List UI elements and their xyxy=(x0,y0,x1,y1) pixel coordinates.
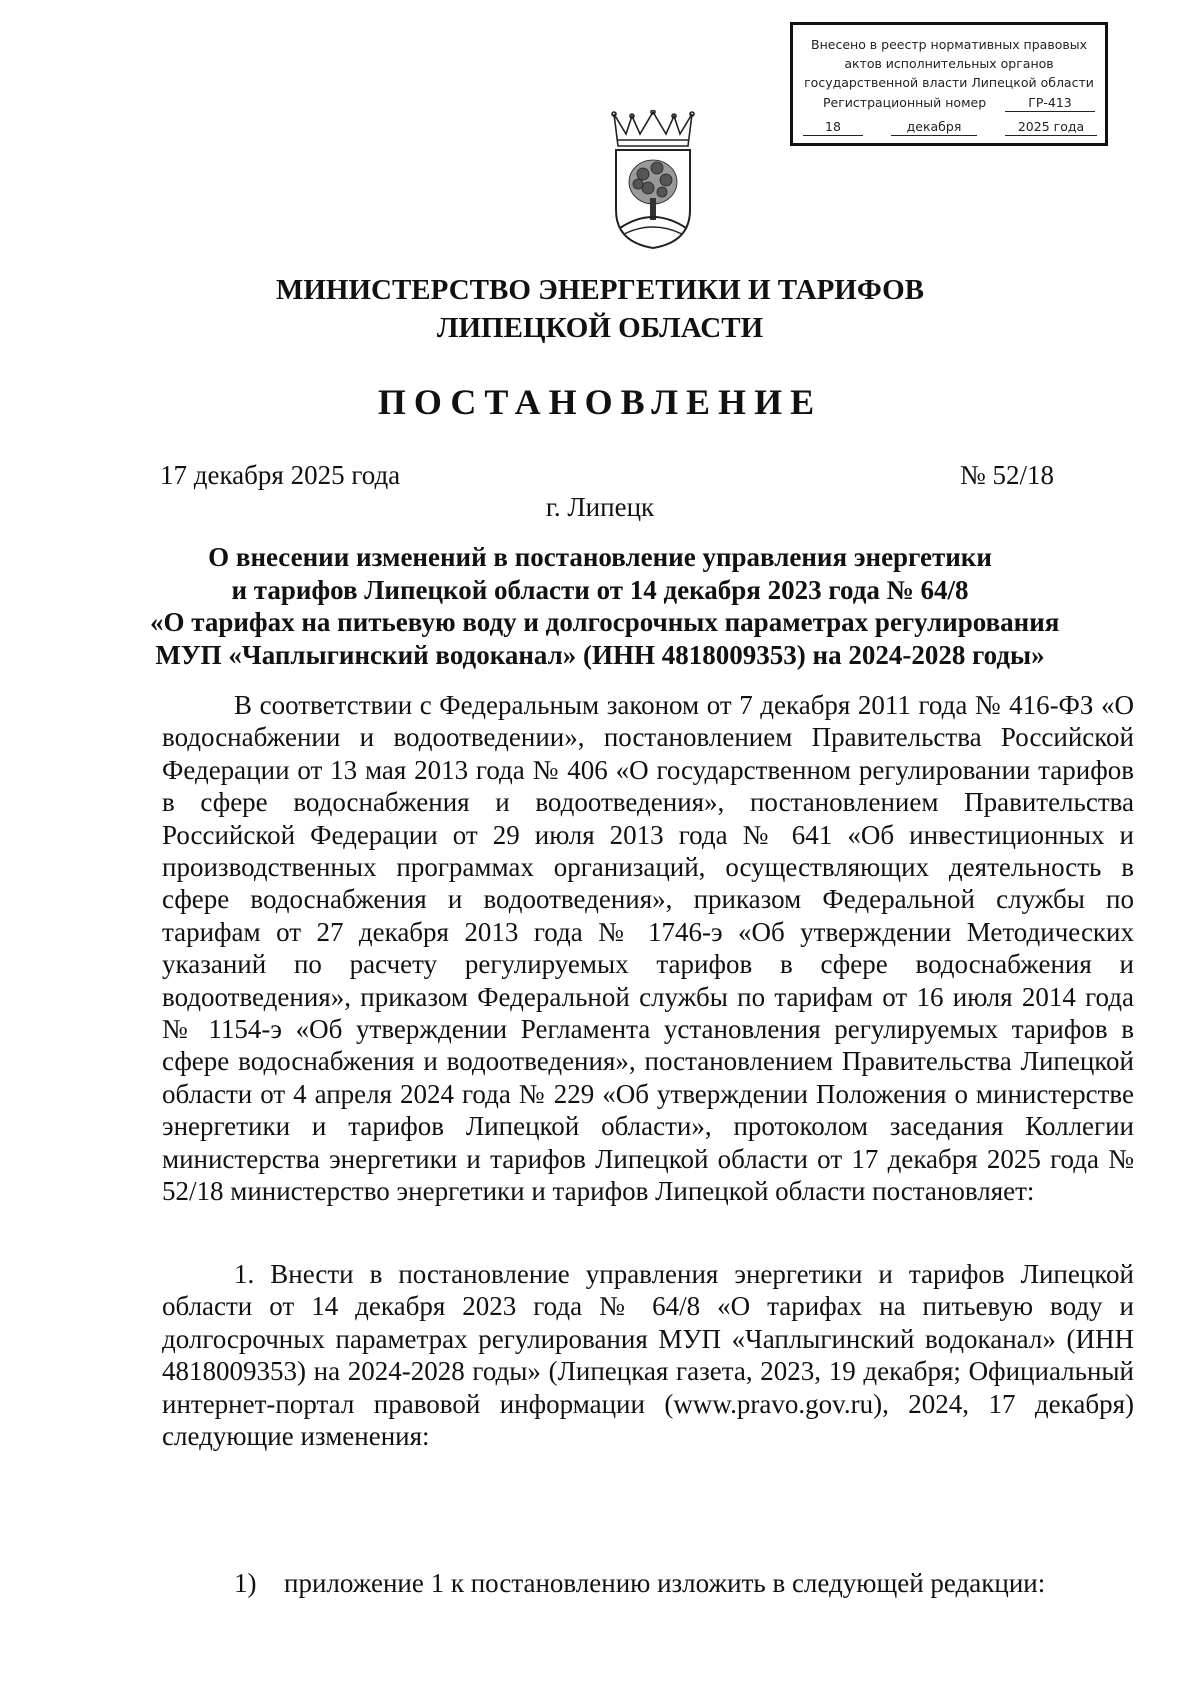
point-1-paragraph: 1. Внести в постановление управления энергетики и тарифов Липецкой области от 14 декабря 2023 года № 64/8 «О тарифах на питьевую воду и долгосрочных параметрах регулирования МУП «Чаплыгинский водоканал» (ИНН 4818009353) на 2024-2028 годы» (Липецкая газета, 2023, 19 декабря; Официальный интернет-портал правовой информации (www.pravo.gov.ru), 2024, 17 декабря) следующие изменения: xyxy=(162,1259,1134,1452)
stamp-year: 2025 года xyxy=(1005,119,1097,136)
subitem-1 xyxy=(234,1566,1045,1600)
title-line-4: МУП «Чаплыгинский водоканал» (ИНН 4818009353) на 2024-2028 годы» xyxy=(155,639,1045,670)
stamp-month: декабря xyxy=(891,119,977,136)
document-number: № 52/18 xyxy=(959,460,1054,490)
stamp-day: 18 xyxy=(803,119,863,136)
stamp-line-2: актов исполнительных органов xyxy=(844,56,1054,71)
registry-stamp xyxy=(790,22,1108,146)
document-title xyxy=(150,541,1060,671)
stamp-line-3: государственной власти Липецкой области xyxy=(804,75,1094,90)
title-line-1: О внесении изменений в постановление управления энергетики xyxy=(208,542,992,572)
stamp-reg-number: ГР-413 xyxy=(1005,95,1095,112)
preamble-paragraph: В соответствии с Федеральным законом от 7 декабря 2011 года № 416-ФЗ «О водоснабжении и водоотведении», постановлением Правительства Российской Федерации от 13 мая 2013 года № 406 «О государственном регулировании тарифов в сфере водоснабжения и водоотведения», постановлением Правительства Российской Федерации от 29 июля 2013 года № 641 «Об инвестиционных и производственных программах организаций, осуществляющих деятельность в сфере водоснабжения и водоотведения», приказом Федеральной службы по тарифам от 27 декабря 2013 года № 1746-э «Об утверждении Методических указаний по расчету регулируемых тарифов в сфере водоснабжения и водоотведения», приказом Федеральной службы по тарифам от 16 июля 2014 года № 1154-э «Об утверждении Регламента установления регулируемых тарифов в сфере водоснабжения и водоотведения», постановлением Правительства Липецкой области от 4 апреля 2024 года № 229 «Об утверждении Положения о министерстве энергетики и тарифов Липецкой области», протоколом заседания Коллегии министерства энергетики и тарифов Липецкой области от 17 декабря 2025 года № 52/18 министерство энергетики и тарифов Липецкой области постановляет: xyxy=(162,690,1134,1207)
subitem-number: 1) xyxy=(234,1568,257,1598)
title-line-3: «О тарифах на питьевую воду и долгосрочных параметрах регулирования xyxy=(150,607,1060,637)
stamp-registration-row xyxy=(793,95,1105,113)
document-date: 17 декабря 2025 года xyxy=(160,460,401,490)
ministry-name-line-2: ЛИПЕЦКОЙ ОБЛАСТИ xyxy=(436,312,764,344)
ministry-name-line-1: МИНИСТЕРСТВО ЭНЕРГЕТИКИ И ТАРИФОВ xyxy=(275,274,925,306)
stamp-date-row xyxy=(793,119,1105,137)
document-city: г. Липецк xyxy=(545,492,655,522)
coat-of-arms-emblem xyxy=(610,110,696,250)
document-type-heading: ПОСТАНОВЛЕНИЕ xyxy=(377,382,823,422)
stamp-reg-label: Регистрационный номер xyxy=(823,95,987,110)
subitem-text: приложение 1 к постановлению изложить в следующей редакции: xyxy=(284,1568,1046,1598)
stamp-line-1: Внесено в реестр нормативных правовых xyxy=(811,37,1087,52)
title-line-2: и тарифов Липецкой области от 14 декабря 2023 года № 64/8 xyxy=(231,574,969,605)
